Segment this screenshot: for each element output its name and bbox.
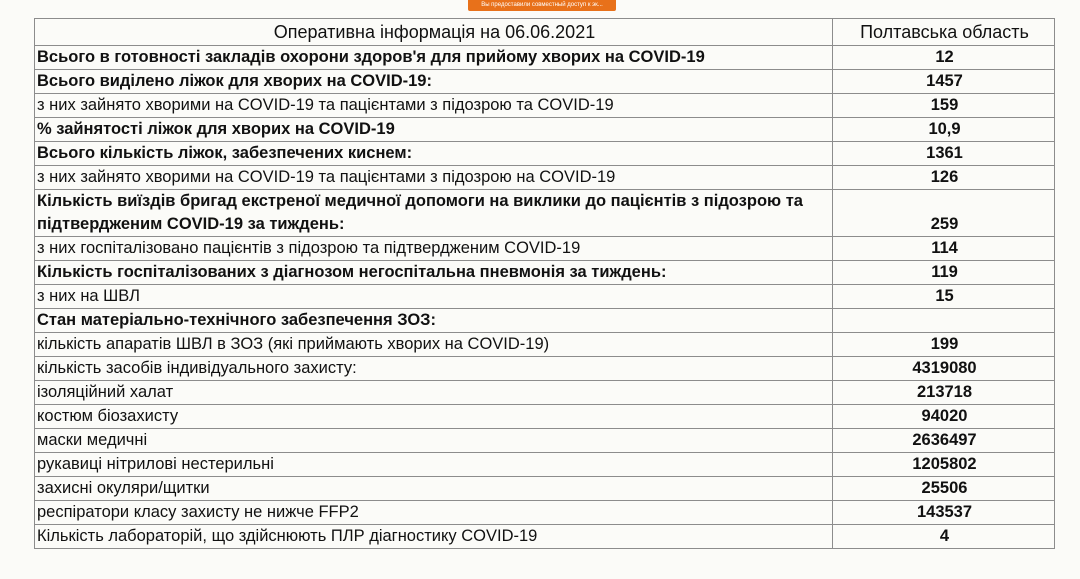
row-label: маски медичні (35, 429, 833, 453)
row-value: 259 (833, 190, 1055, 237)
table-row (35, 309, 1055, 333)
row-label: Кількість лабораторій, що здійснюють ПЛР діагностику COVID-19 (35, 525, 833, 549)
table-row (35, 357, 1055, 381)
row-label: % зайнятості ліжок для хворих на COVID-19 (35, 118, 833, 142)
row-value: 1361 (833, 142, 1055, 166)
region-header: Полтавська область (833, 19, 1055, 46)
row-value: 199 (833, 333, 1055, 357)
table-body (35, 46, 1055, 549)
row-value: 94020 (833, 405, 1055, 429)
row-label: з них зайнято хворими на COVID-19 та пацієнтами з підозрою та COVID-19 (35, 94, 833, 118)
screen-share-banner[interactable]: Вы предоставили совместный доступ к эк... (468, 0, 616, 11)
table-row (35, 118, 1055, 142)
table-row (35, 94, 1055, 118)
row-value: 10,9 (833, 118, 1055, 142)
row-label: Всього в готовності закладів охорони здоров'я для прийому хворих на COVID-19 (35, 46, 833, 70)
table-row (35, 405, 1055, 429)
table-row (35, 429, 1055, 453)
row-label: Всього виділено ліжок для хворих на COVID-19: (35, 70, 833, 94)
report-title: Оперативна інформація на 06.06.2021 (35, 19, 833, 46)
table-row (35, 261, 1055, 285)
table-row (35, 46, 1055, 70)
row-value: 2636497 (833, 429, 1055, 453)
row-value: 114 (833, 237, 1055, 261)
row-label: захисні окуляри/щитки (35, 477, 833, 501)
row-label: костюм біозахисту (35, 405, 833, 429)
table-row (35, 477, 1055, 501)
row-value: 1457 (833, 70, 1055, 94)
table-row (35, 501, 1055, 525)
row-value: 25506 (833, 477, 1055, 501)
row-value: 119 (833, 261, 1055, 285)
row-value: 15 (833, 285, 1055, 309)
row-value: 1205802 (833, 453, 1055, 477)
table-row (35, 237, 1055, 261)
table-row (35, 142, 1055, 166)
row-value: 126 (833, 166, 1055, 190)
row-value: 4 (833, 525, 1055, 549)
row-label: кількість апаратів ШВЛ в ЗОЗ (які приймають хворих на COVID-19) (35, 333, 833, 357)
row-label: Кількість виїздів бригад екстреної медичної допомоги на виклики до пацієнтів з підозрою та підтвердженим COVID-19 за тиждень: (35, 190, 833, 237)
row-label: з них на ШВЛ (35, 285, 833, 309)
row-label: з них госпіталізовано пацієнтів з підозрою та підтвердженим COVID-19 (35, 237, 833, 261)
row-value: 12 (833, 46, 1055, 70)
table-row (35, 285, 1055, 309)
row-label: з них зайнято хворими на COVID-19 та пацієнтами з підозрою на COVID-19 (35, 166, 833, 190)
table-row (35, 70, 1055, 94)
covid-info-table (34, 18, 1055, 549)
row-label: респіратори класу захисту не нижче FFP2 (35, 501, 833, 525)
row-value: 159 (833, 94, 1055, 118)
table-row (35, 166, 1055, 190)
table-row (35, 190, 1055, 237)
row-value: 4319080 (833, 357, 1055, 381)
header-row (35, 19, 1055, 46)
row-label: рукавиці нітрилові нестерильні (35, 453, 833, 477)
row-label: Всього кількість ліжок, забезпечених киснем: (35, 142, 833, 166)
row-value: 213718 (833, 381, 1055, 405)
row-label: ізоляційний халат (35, 381, 833, 405)
table-row (35, 381, 1055, 405)
table-row (35, 333, 1055, 357)
row-label: Стан матеріально-технічного забезпечення ЗОЗ: (35, 309, 833, 333)
table-row (35, 525, 1055, 549)
table-row (35, 453, 1055, 477)
row-label: Кількість госпіталізованих з діагнозом негоспітальна пневмонія за тиждень: (35, 261, 833, 285)
row-value (833, 309, 1055, 333)
row-label: кількість засобів індивідуального захисту: (35, 357, 833, 381)
row-value: 143537 (833, 501, 1055, 525)
